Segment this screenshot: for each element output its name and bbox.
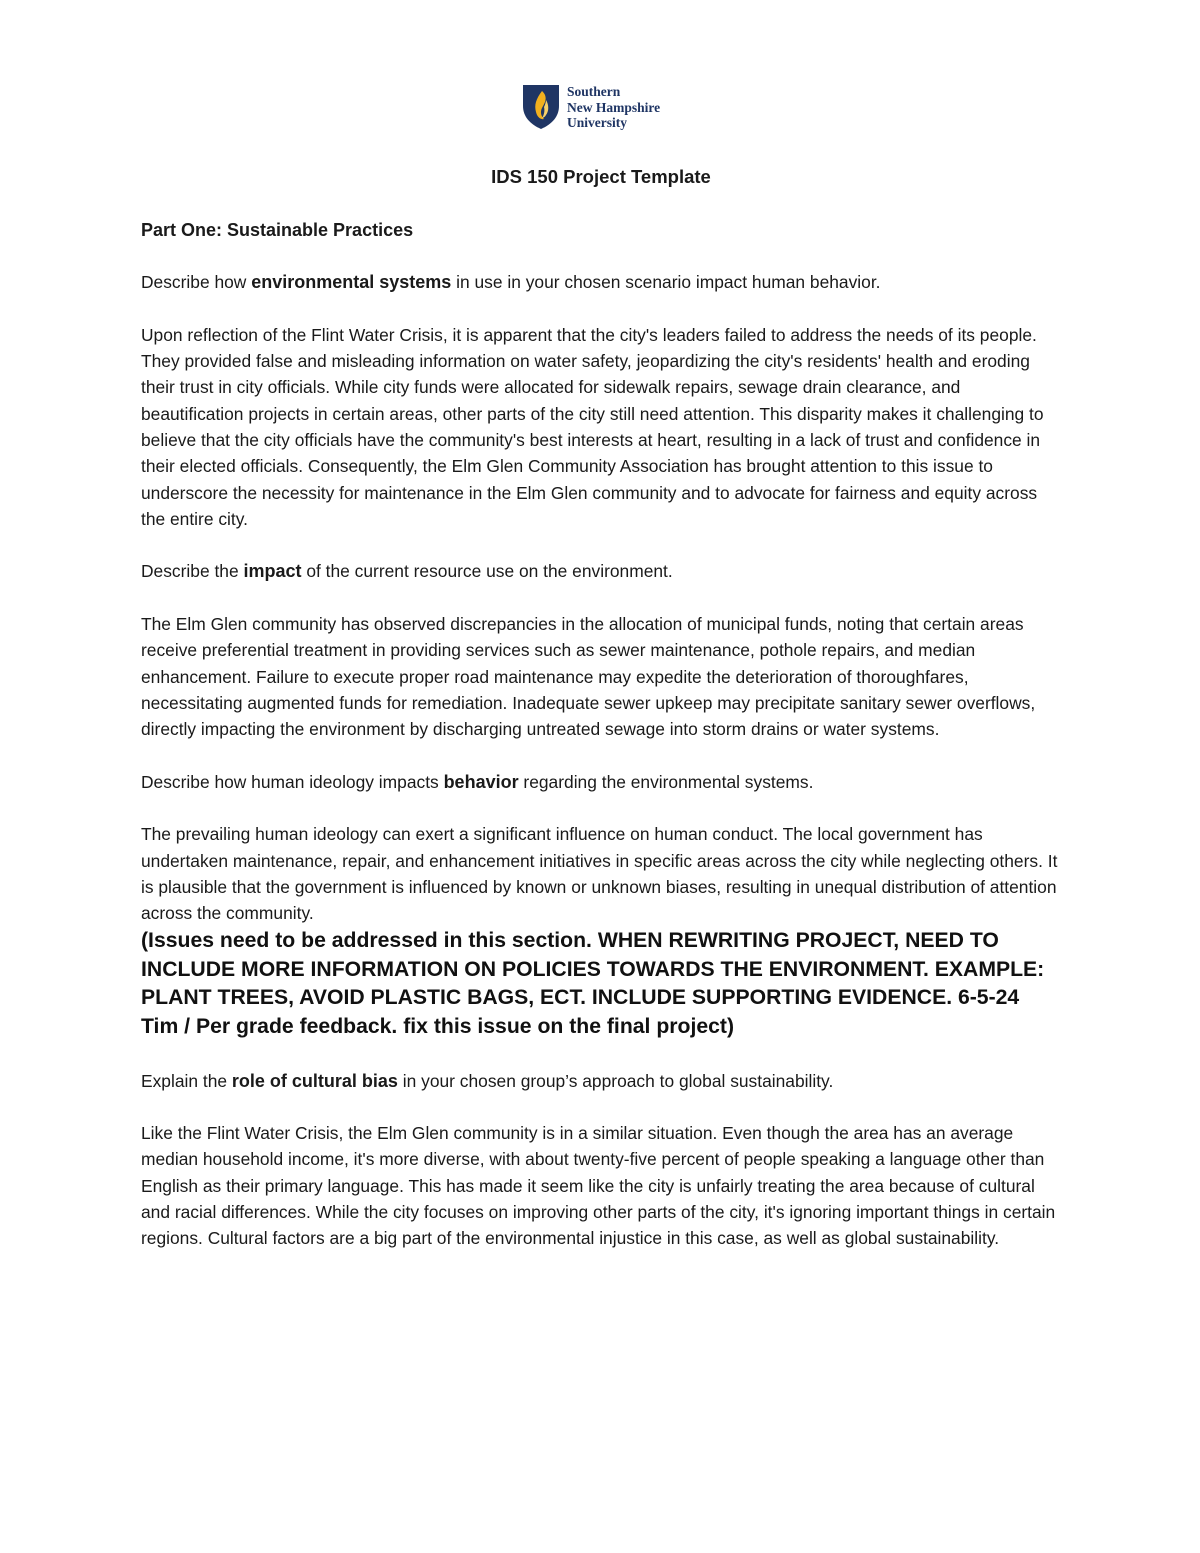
question-4-prefix: Explain the (141, 1070, 232, 1091)
question-3-keyword: behavior (443, 771, 519, 792)
document-body (141, 164, 1061, 1278)
question-3 (141, 769, 1061, 795)
question-1 (141, 269, 1061, 295)
answer-3: The prevailing human ideology can exert a significant influence on human conduct. The local government has undertaken maintenance, repair, and enhancement initiatives in specific areas across the city while neglecting others. It is plausible that the government is influenced by known or unknown biases, resulting in unequal distribution of attention across the community. (141, 824, 1058, 924)
university-shield-icon (522, 84, 560, 130)
logo-wordmark (567, 84, 660, 131)
document-title: IDS 150 Project Template (491, 166, 711, 187)
question-1-prefix: Describe how (141, 272, 252, 293)
university-logo (522, 84, 660, 131)
answer-4: Like the Flint Water Crisis, the Elm Glen community is in a similar situation. Even though the area has an average median household income, it's more diverse, with about twenty-five percent of people speaking a language other than English as their primary language. This has made it seem like the city is unfairly treating the area because of cultural and racial differences. While the city focuses on improving other parts of the city, it's ignoring important things in certain regions. Cultural factors are a big part of the environmental injustice in this case, as well as global sustainability. (141, 1123, 1056, 1249)
answer-2: The Elm Glen community has observed discrepancies in the allocation of municipal funds, noting that certain areas receive preferential treatment in providing services such as sewer maintenance, pothole repairs, and median enhancement. Failure to execute proper road maintenance may expedite the deterioration of thoroughfares, necessitating augmented funds for remediation. Inadequate sewer upkeep may precipitate sanitary sewer overflows, directly impacting the environment by discharging untreated sewage into storm drains or water systems. (141, 614, 1036, 740)
answer-1: Upon reflection of the Flint Water Crisis, it is apparent that the city's leaders failed to address the needs of its people. They provided false and misleading information on water safety, jeopardizing the city's residents' health and eroding their trust in city officials. While city funds were allocated for sidewalk repairs, sewage drain clearance, and beautification projects in certain areas, other parts of the city still need attention. This disparity makes it challenging to believe that the city officials have the community's best interests at heart, resulting in a lack of trust and confidence in their elected officials. Consequently, the Elm Glen Community Association has brought attention to this issue to underscore the necessity for maintenance in the Elm Glen community and to advocate for fairness and equity across the entire city. (141, 324, 1044, 529)
question-1-suffix: in use in your chosen scenario impact human behavior. (451, 272, 881, 293)
question-4-keyword: role of cultural bias (231, 1070, 398, 1091)
question-4-suffix: in your chosen group’s approach to global sustainability. (397, 1070, 834, 1091)
question-2-suffix: of the current resource use on the environment. (301, 561, 673, 582)
question-4 (141, 1068, 1061, 1094)
question-1-keyword: environmental systems (251, 272, 452, 293)
question-2-prefix: Describe the (141, 561, 244, 582)
logo-line-1: Southern (567, 84, 621, 99)
instructor-feedback: (Issues need to be addressed in this section. WHEN REWRITING PROJECT, NEED TO INCLUDE MORE INFORMATION ON POLICIES TOWARDS THE ENVIRONMENT. EXAMPLE: PLANT TREES, AVOID PLASTIC BAGS, ECT. INCLUDE SUPPORTING EVIDENCE. 6-5-24 Tim / Per grade feedback. fix this issue on the final project) (141, 928, 1045, 1038)
question-3-suffix: regarding the environmental systems. (518, 771, 814, 792)
question-2 (141, 558, 1061, 584)
question-3-prefix: Describe how human ideology impacts (141, 771, 444, 792)
part-heading: Part One: Sustainable Practices (141, 219, 414, 240)
logo-line-3: University (567, 115, 627, 130)
question-2-keyword: impact (243, 561, 302, 582)
logo-line-2: New Hampshire (567, 99, 661, 115)
